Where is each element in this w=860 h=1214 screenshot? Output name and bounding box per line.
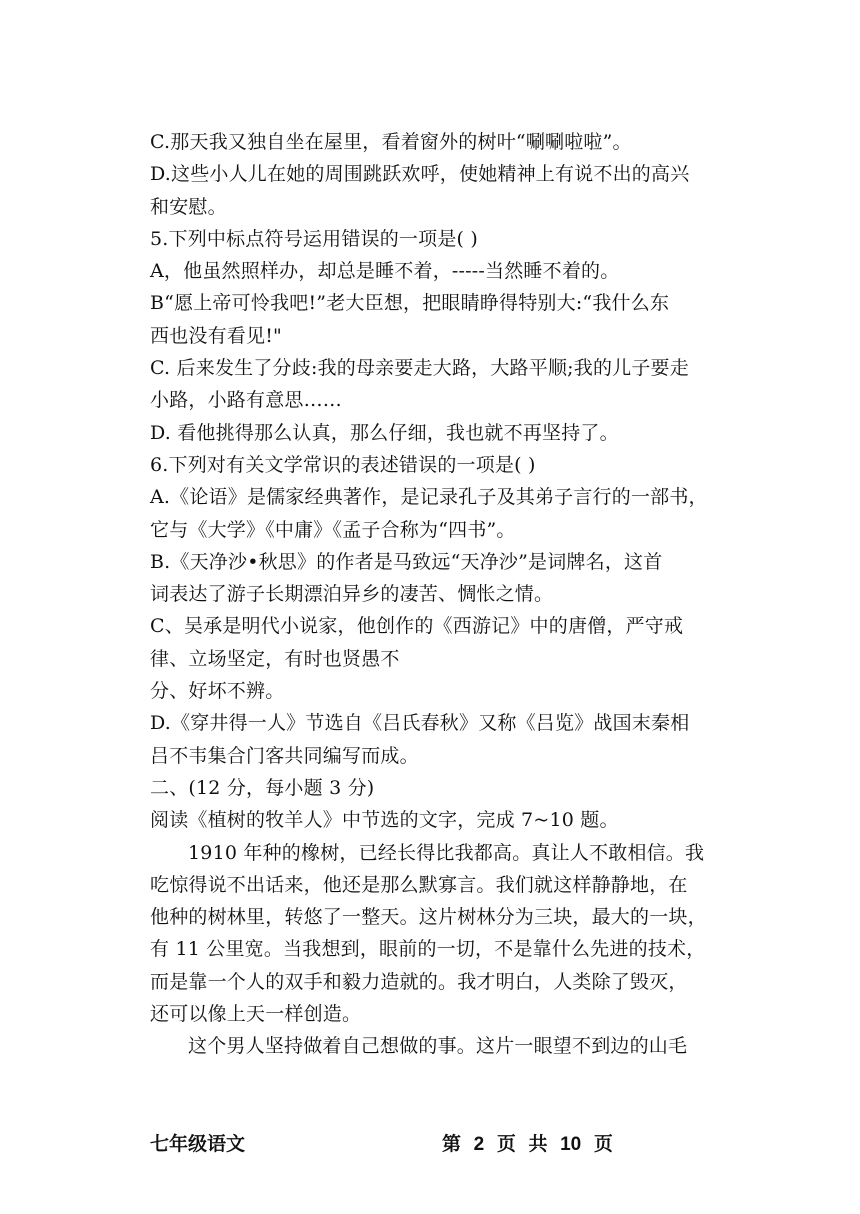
text-line: 律、立场坚定，有时也贤愚不 bbox=[150, 647, 400, 670]
page-current: 2 bbox=[473, 1134, 485, 1155]
text-line: D.《穿井得一人》节选自《吕氏春秋》又称《吕览》战国末秦相 bbox=[150, 712, 690, 735]
reading-instruction: 阅读《植树的牧羊人》中节选的文字，完成 7~10 题。 bbox=[150, 809, 619, 832]
text-line: D. 看他挑得那么认真，那么仔细，我也就不再坚持了。 bbox=[150, 421, 619, 444]
question-5: 5.下列中标点符号运用错误的一项是( ) bbox=[150, 227, 478, 250]
passage-line: 他种的树林里，转悠了一整天。这片树林分为三块，最大的一块， bbox=[150, 906, 707, 929]
passage-line: 还可以像上天一样创造。 bbox=[150, 1003, 362, 1026]
text-line: 小路，小路有意思…… bbox=[150, 389, 343, 412]
passage-line: 1910 年种的橡树，已经长得比我都高。真让人不敢相信。我 bbox=[188, 841, 705, 864]
text-line: 和安慰。 bbox=[150, 195, 227, 218]
text-line: 吕不韦集合门客共同编写而成。 bbox=[150, 744, 419, 767]
text-line: 分、好坏不辨。 bbox=[150, 680, 285, 703]
page-suffix: 页 bbox=[593, 1133, 613, 1155]
text-line: C、吴承是明代小说家，他创作的《西游记》中的唐僧，严守戒 bbox=[150, 615, 684, 638]
text-line: C. 后来发生了分歧:我的母亲要走大路，大路平顺;我的儿子要走 bbox=[150, 357, 689, 380]
text-line: 西也没有看见!" bbox=[150, 324, 282, 347]
text-line: B“愿上帝可怜我吧!”老大臣想，把眼睛睁得特别大:“我什么东 bbox=[150, 292, 670, 315]
page-number bbox=[442, 1128, 613, 1161]
passage-line: 吃惊得说不出话来，他还是那么默寡言。我们就这样静静地，在 bbox=[150, 873, 688, 896]
page-total: 10 bbox=[560, 1134, 582, 1155]
text-line: 它与《大学》《中庸》《孟子合称为“四书”。 bbox=[150, 518, 516, 541]
page-middle: 页 共 bbox=[496, 1133, 548, 1155]
text-line: B.《天净沙•秋思》的作者是马致远“天净沙”是词牌名，这首 bbox=[150, 550, 663, 573]
text-line: 词表达了游子长期漂泊异乡的凄苦、惆怅之情。 bbox=[150, 583, 554, 606]
text-line: A，他虽然照样办，却总是睡不着，-----当然睡不着的。 bbox=[150, 260, 620, 283]
text-line: D.这些小人儿在她的周围跳跃欢呼，使她精神上有说不出的高兴 bbox=[150, 163, 690, 186]
section-heading: 二、(12 分，每小题 3 分) bbox=[150, 776, 375, 799]
page-prefix: 第 bbox=[442, 1133, 462, 1155]
question-6: 6.下列对有关文学常识的表述错误的一项是( ) bbox=[150, 453, 536, 476]
subject-label: 七年级语文 bbox=[150, 1133, 246, 1155]
passage-line: 这个男人坚持做着自己想做的事。这片一眼望不到边的山毛 bbox=[188, 1035, 688, 1058]
page-footer bbox=[150, 1128, 725, 1160]
passage-line: 而是靠一个人的双手和毅力造就的。我才明白，人类除了毁灭， bbox=[150, 970, 688, 993]
text-line: A.《论语》是儒家经典著作，是记录孔子及其弟子言行的一部书， bbox=[150, 486, 708, 509]
text-line: C.那天我又独自坐在屋里，看着窗外的树叶“唰唰啦啦”。 bbox=[150, 131, 632, 153]
passage-line: 有 11 公里宽。当我想到，眼前的一切，不是靠什么先进的技术， bbox=[150, 938, 706, 961]
document-body bbox=[150, 126, 725, 1063]
